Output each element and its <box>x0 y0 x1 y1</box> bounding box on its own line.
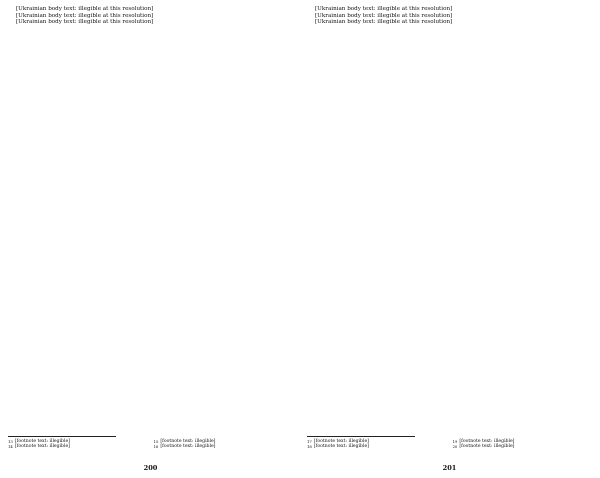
body-text-left <box>8 6 293 433</box>
page-number: 201 <box>442 464 457 472</box>
footnote <box>154 444 294 449</box>
footnote-number: 16 <box>153 444 159 450</box>
footnote-number: 18 <box>307 444 312 450</box>
body-text-right <box>307 6 592 433</box>
footnote-text: [footnote text: illegible] <box>14 439 70 444</box>
footnote-rule <box>8 436 116 437</box>
footnote-column <box>8 439 148 461</box>
paragraph: [Ukrainian body text: illegible at this resolution] <box>315 19 453 26</box>
footnote-text: [footnote text: illegible] <box>313 444 369 450</box>
footnote <box>453 444 593 449</box>
footnotes-right-page <box>307 439 592 461</box>
footnote-column <box>453 439 593 461</box>
footnote-text: [footnote text: illegible] <box>313 439 369 444</box>
footnote <box>307 444 447 449</box>
footnote-column <box>154 439 294 461</box>
footnote <box>8 444 148 449</box>
paragraph: [Ukrainian body text: illegible at this resolution] <box>16 6 154 12</box>
paragraph: [Ukrainian body text: illegible at this resolution] <box>16 19 154 26</box>
footnote-number: 20 <box>452 444 458 450</box>
footnote-text: [footnote text: illegible] <box>14 444 70 450</box>
footnote-number: 19 <box>452 439 458 444</box>
footnote-text: [footnote text: illegible] <box>160 444 216 450</box>
paragraph: [Ukrainian body text: illegible at this resolution] <box>315 6 453 12</box>
footnote-number: 14 <box>8 444 13 450</box>
footnote-number: 13 <box>8 439 13 444</box>
page-number: 200 <box>143 464 158 472</box>
footnote-column <box>307 439 447 461</box>
footnotes-left-page <box>8 439 293 461</box>
left-page <box>8 6 293 472</box>
footnote-text: [footnote text: illegible] <box>160 439 216 444</box>
footnote-text: [footnote text: illegible] <box>459 439 515 444</box>
right-page <box>307 6 592 472</box>
footnote-text: [footnote text: illegible] <box>459 444 515 450</box>
footnote-rule <box>307 436 415 437</box>
footnote-number: 15 <box>153 439 159 444</box>
footnote-number: 17 <box>307 439 312 444</box>
paragraph: [Ukrainian body text: illegible at this resolution] <box>315 12 453 19</box>
paragraph: [Ukrainian body text: illegible at this resolution] <box>16 12 154 19</box>
